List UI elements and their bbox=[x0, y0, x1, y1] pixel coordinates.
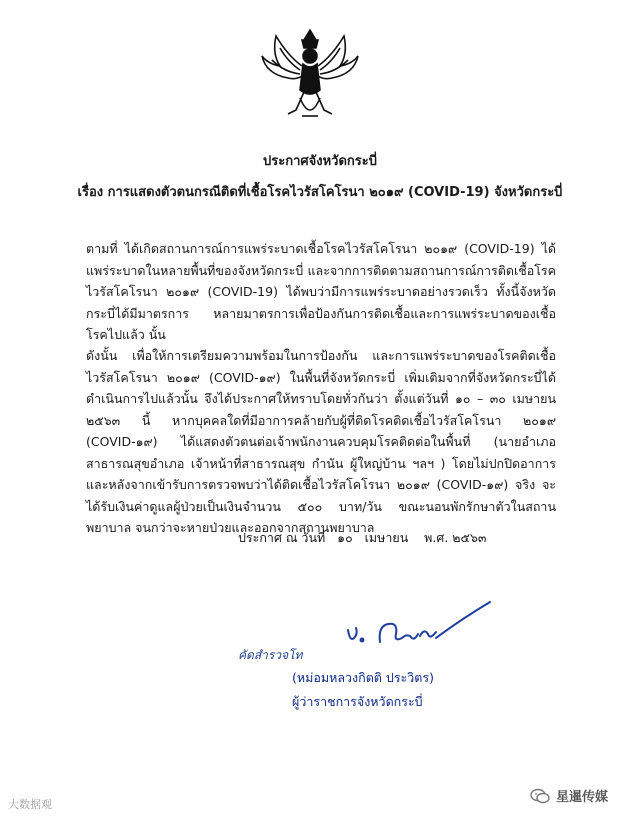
announcement-title: ประกาศจังหวัดกระบี่ bbox=[262, 154, 377, 169]
garuda-emblem-icon bbox=[258, 26, 362, 126]
copy-certified-note: คัดสำรวจโท bbox=[238, 648, 303, 662]
announcement-date-line: ประกาศ ณ วันที่ ๑๐ เมษายน พ.ศ. ๒๕๖๓ bbox=[238, 530, 487, 545]
watermark-left: 大数据观 bbox=[8, 798, 52, 811]
watermark-right-text: 星暹传媒 bbox=[556, 790, 609, 805]
watermark-right bbox=[530, 786, 608, 805]
announcement-subject: เรื่อง การแสดงตัวตนกรณีติดที่เชื้อโรคไวรัสโคโรนา ๒๐๑๙ (COVID-19) จังหวัดกระบี่ bbox=[77, 185, 563, 200]
handwritten-signature bbox=[340, 598, 500, 658]
body-paragraph-2: ดังนั้น เพื่อให้การเตรียมความพร้อมในการป้องกัน และการแพร่ระบาดของโรคติดเชื้อไวรัสโคโรนา ๒๐๑๙ (COVID-๑๙) ในพื้นที่จังหวัดกระบี่ เพิ่มเติมจากที่จังหวัดกระบี่ได้ดำเนินการไปแล้วนั้น จึงได้ประกาศให้ทราบโดยทั่วกันว่า ตั้งแต่วันที่ ๑๐ – ๓๐ เมษายน ๒๕๖๓ นี้ หากบุคคลใดที่มีอาการคล้ายกับผู้ที่ติดโรคติดเชื้อไวรัสโคโรนา ๒๐๑๙ (COVID-๑๙) ได้แสดงตัวตนต่อเจ้าพนักงานควบคุมโรคติดต่อในพื้นที่ (นายอำเภอ สาธารณสุขอำเภอ เจ้าหน้าที่สาธารณสุข กำนัน ผู้ใหญ่บ้าน ฯลฯ ) โดยไม่ปกปิดอาการ และหลังจากเข้ารับการตรวจพบว่าได้ติดเชื้อไวรัสโคโรนา ๒๐๑๙ (COVID-๑๙) จริง จะได้รับเงินค่าดูแลผู้ป่วยเป็นเงินจำนวน ๕๐๐ บาท/วัน ขณะนอนพักรักษาตัวในสถานพยาบาล จนกว่าจะหายป่วยและออกจากสถานพยาบาล bbox=[86, 348, 556, 535]
body-paragraph-1: ตามที่ ได้เกิดสถานการณ์การแพร่ระบาดเชื้อโรคไวรัสโคโรนา ๒๐๑๙ (COVID-19) ได้แพร่ระบาดในหลายพื้นที่ของจังหวัดกระบี่ และจากการติดตามสถานการณ์การติดเชื้อโรคไวรัสโคโรนา ๒๐๑๙ (COVID-19) ได้พบว่ามีการแพร่ระบาดอย่างรวดเร็ว ทั้งนี้จังหวัดกระบี่ได้มีมาตรการ หลายมาตรการเพื่อป้องกันการติดเชื้อและการแพร่ระบาดของเชื้อโรคไปแล้ว นั้น bbox=[86, 241, 556, 342]
signatory-name: (หม่อมหลวงกิตติ ประวิตร) bbox=[292, 670, 434, 685]
signatory-title: ผู้ว่าราชการจังหวัดกระบี่ bbox=[292, 694, 423, 709]
wechat-icon bbox=[530, 788, 550, 804]
